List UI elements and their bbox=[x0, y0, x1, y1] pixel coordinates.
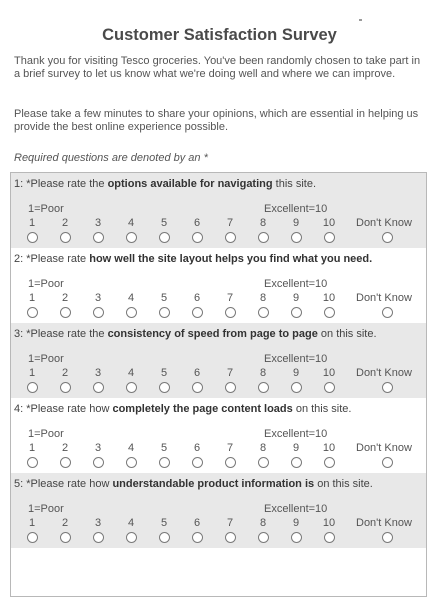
rating-radio-4[interactable] bbox=[126, 382, 137, 393]
scale-number: 4 bbox=[127, 367, 135, 379]
rating-radio-1[interactable] bbox=[27, 307, 38, 318]
scale-number: 4 bbox=[127, 217, 135, 229]
rating-radio-4[interactable] bbox=[126, 232, 137, 243]
rating-radio-3[interactable] bbox=[93, 457, 104, 468]
rating-radio-9[interactable] bbox=[291, 307, 302, 318]
scale-number: 3 bbox=[94, 367, 102, 379]
scale-number: 8 bbox=[259, 292, 267, 304]
rating-radio-7[interactable] bbox=[225, 232, 236, 243]
scale-number: 10 bbox=[322, 292, 336, 304]
rating-radio-2[interactable] bbox=[60, 457, 71, 468]
page-title: Customer Satisfaction Survey bbox=[102, 26, 337, 44]
question-prefix: 2: *Please rate bbox=[14, 253, 90, 265]
dont-know-radio[interactable] bbox=[382, 307, 393, 318]
rating-radio-3[interactable] bbox=[93, 307, 104, 318]
dont-know-label: Don't Know bbox=[356, 442, 412, 454]
question-emphasis: how well the site layout helps you find what you need. bbox=[89, 253, 373, 265]
rating-radio-9[interactable] bbox=[291, 232, 302, 243]
question-text bbox=[14, 178, 316, 190]
scale-low-label: 1=Poor bbox=[28, 353, 64, 365]
rating-radio-6[interactable] bbox=[192, 382, 203, 393]
scale-number: 6 bbox=[193, 442, 201, 454]
rating-radio-1[interactable] bbox=[27, 382, 38, 393]
dont-know-label: Don't Know bbox=[356, 367, 412, 379]
question-block-4 bbox=[11, 398, 426, 473]
question-suffix: this site. bbox=[272, 178, 316, 190]
scale-number: 9 bbox=[292, 217, 300, 229]
scale-number: 4 bbox=[127, 442, 135, 454]
rating-radio-6[interactable] bbox=[192, 232, 203, 243]
scale-low-label: 1=Poor bbox=[28, 278, 64, 290]
rating-radio-4[interactable] bbox=[126, 457, 137, 468]
scale-number: 7 bbox=[226, 367, 234, 379]
question-emphasis: options available for navigating bbox=[107, 178, 273, 190]
intro-paragraph-1: Thank you for visiting Tesco groceries. You've been randomly chosen to take part in a brief survey to let us know what we're doing well and where we can improve. bbox=[14, 55, 421, 80]
scale-number: 6 bbox=[193, 367, 201, 379]
rating-radio-8[interactable] bbox=[258, 382, 269, 393]
scale-number: 9 bbox=[292, 367, 300, 379]
scale-number: 6 bbox=[193, 217, 201, 229]
scale-number: 7 bbox=[226, 517, 234, 529]
scale-number: 8 bbox=[259, 517, 267, 529]
question-prefix: 5: *Please rate how bbox=[14, 478, 113, 490]
question-block-1 bbox=[11, 173, 426, 248]
scale-number: 3 bbox=[94, 292, 102, 304]
scale-number: 2 bbox=[61, 517, 69, 529]
question-prefix: 1: *Please rate the bbox=[14, 178, 108, 190]
dont-know-label: Don't Know bbox=[356, 517, 412, 529]
scale-number: 2 bbox=[61, 292, 69, 304]
scale-high-label: Excellent=10 bbox=[264, 503, 328, 515]
rating-radio-7[interactable] bbox=[225, 307, 236, 318]
question-text bbox=[14, 328, 377, 340]
rating-radio-10[interactable] bbox=[324, 457, 335, 468]
rating-radio-9[interactable] bbox=[291, 532, 302, 543]
scale-high-label: Excellent=10 bbox=[264, 428, 328, 440]
rating-radio-1[interactable] bbox=[27, 532, 38, 543]
rating-radio-7[interactable] bbox=[225, 532, 236, 543]
question-emphasis: consistency of speed from page to page bbox=[107, 328, 318, 340]
rating-radio-8[interactable] bbox=[258, 307, 269, 318]
rating-radio-1[interactable] bbox=[27, 232, 38, 243]
scale-number: 10 bbox=[322, 517, 336, 529]
intro-paragraph-2: Please take a few minutes to share your opinions, which are essential in helping us provide the best online experience possible. bbox=[14, 108, 419, 133]
decorative-dot bbox=[359, 19, 362, 21]
scale-low-label: 1=Poor bbox=[28, 428, 64, 440]
scale-number: 3 bbox=[94, 442, 102, 454]
rating-radio-10[interactable] bbox=[324, 532, 335, 543]
scale-number: 8 bbox=[259, 367, 267, 379]
scale-high-label: Excellent=10 bbox=[264, 353, 328, 365]
scale-number: 5 bbox=[160, 367, 168, 379]
rating-radio-3[interactable] bbox=[93, 232, 104, 243]
question-text bbox=[14, 253, 372, 265]
dont-know-radio[interactable] bbox=[382, 382, 393, 393]
scale-number: 4 bbox=[127, 517, 135, 529]
scale-number: 9 bbox=[292, 292, 300, 304]
scale-number: 1 bbox=[28, 517, 36, 529]
rating-radio-6[interactable] bbox=[192, 307, 203, 318]
dont-know-radio[interactable] bbox=[382, 457, 393, 468]
scale-number: 7 bbox=[226, 292, 234, 304]
rating-radio-8[interactable] bbox=[258, 457, 269, 468]
rating-radio-6[interactable] bbox=[192, 457, 203, 468]
scale-number: 5 bbox=[160, 217, 168, 229]
question-prefix: 3: *Please rate the bbox=[14, 328, 108, 340]
rating-radio-6[interactable] bbox=[192, 532, 203, 543]
scale-number: 5 bbox=[160, 292, 168, 304]
question-suffix: on this site. bbox=[317, 328, 377, 340]
required-note: Required questions are denoted by an * bbox=[14, 152, 208, 164]
question-text bbox=[14, 403, 351, 415]
question-block-2 bbox=[11, 248, 426, 323]
scale-number: 2 bbox=[61, 442, 69, 454]
question-suffix: on this site. bbox=[292, 403, 352, 415]
scale-number: 10 bbox=[322, 442, 336, 454]
question-prefix: 4: *Please rate how bbox=[14, 403, 113, 415]
dont-know-radio[interactable] bbox=[382, 232, 393, 243]
question-emphasis: understandable product information is bbox=[112, 478, 315, 490]
scale-number: 7 bbox=[226, 217, 234, 229]
scale-number: 5 bbox=[160, 442, 168, 454]
rating-radio-3[interactable] bbox=[93, 382, 104, 393]
rating-radio-3[interactable] bbox=[93, 532, 104, 543]
rating-radio-5[interactable] bbox=[159, 382, 170, 393]
rating-radio-9[interactable] bbox=[291, 457, 302, 468]
rating-radio-10[interactable] bbox=[324, 307, 335, 318]
rating-radio-9[interactable] bbox=[291, 382, 302, 393]
scale-number: 5 bbox=[160, 517, 168, 529]
scale-number: 8 bbox=[259, 442, 267, 454]
rating-radio-7[interactable] bbox=[225, 382, 236, 393]
dont-know-label: Don't Know bbox=[356, 217, 412, 229]
scale-number: 6 bbox=[193, 517, 201, 529]
questions-panel bbox=[10, 172, 427, 597]
scale-number: 8 bbox=[259, 217, 267, 229]
scale-high-label: Excellent=10 bbox=[264, 203, 328, 215]
question-block-5 bbox=[11, 473, 426, 548]
scale-number: 2 bbox=[61, 367, 69, 379]
scale-number: 4 bbox=[127, 292, 135, 304]
rating-radio-7[interactable] bbox=[225, 457, 236, 468]
rating-radio-5[interactable] bbox=[159, 232, 170, 243]
rating-radio-5[interactable] bbox=[159, 532, 170, 543]
dont-know-label: Don't Know bbox=[356, 292, 412, 304]
scale-number: 10 bbox=[322, 367, 336, 379]
scale-number: 1 bbox=[28, 217, 36, 229]
rating-radio-8[interactable] bbox=[258, 532, 269, 543]
rating-radio-10[interactable] bbox=[324, 382, 335, 393]
scale-number: 3 bbox=[94, 517, 102, 529]
question-text bbox=[14, 478, 373, 490]
rating-radio-5[interactable] bbox=[159, 457, 170, 468]
scale-low-label: 1=Poor bbox=[28, 203, 64, 215]
rating-radio-8[interactable] bbox=[258, 232, 269, 243]
rating-radio-4[interactable] bbox=[126, 307, 137, 318]
question-block-3 bbox=[11, 323, 426, 398]
rating-radio-2[interactable] bbox=[60, 232, 71, 243]
rating-radio-2[interactable] bbox=[60, 307, 71, 318]
scale-number: 1 bbox=[28, 442, 36, 454]
dont-know-radio[interactable] bbox=[382, 532, 393, 543]
scale-number: 3 bbox=[94, 217, 102, 229]
scale-number: 10 bbox=[322, 217, 336, 229]
scale-number: 1 bbox=[28, 367, 36, 379]
scale-number: 7 bbox=[226, 442, 234, 454]
rating-radio-4[interactable] bbox=[126, 532, 137, 543]
question-emphasis: completely the page content loads bbox=[112, 403, 293, 415]
scale-low-label: 1=Poor bbox=[28, 503, 64, 515]
question-suffix: on this site. bbox=[314, 478, 373, 490]
scale-number: 6 bbox=[193, 292, 201, 304]
rating-radio-2[interactable] bbox=[60, 382, 71, 393]
scale-number: 9 bbox=[292, 517, 300, 529]
scale-number: 2 bbox=[61, 217, 69, 229]
scale-number: 9 bbox=[292, 442, 300, 454]
rating-radio-10[interactable] bbox=[324, 232, 335, 243]
scale-number: 1 bbox=[28, 292, 36, 304]
rating-radio-2[interactable] bbox=[60, 532, 71, 543]
rating-radio-1[interactable] bbox=[27, 457, 38, 468]
rating-radio-5[interactable] bbox=[159, 307, 170, 318]
scale-high-label: Excellent=10 bbox=[264, 278, 328, 290]
